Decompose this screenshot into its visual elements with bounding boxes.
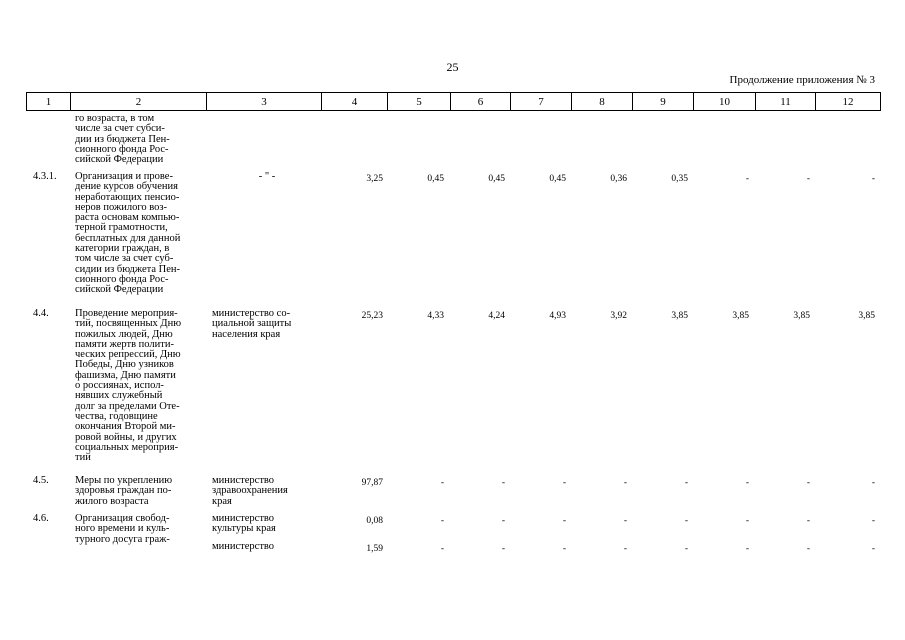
row-name-line: пожилых людей, Дню bbox=[75, 328, 173, 340]
column-header: 9 bbox=[633, 93, 694, 111]
row-name-line: окончания Второй ми- bbox=[75, 421, 176, 433]
row-executor-line: населения края bbox=[212, 328, 281, 340]
row-name-line: раста основам компью- bbox=[75, 212, 180, 224]
row-executor-line: министерство bbox=[212, 475, 275, 486]
row-name-line: неработающих пенсио- bbox=[75, 191, 180, 203]
row-executor-line: края bbox=[212, 495, 232, 507]
row-name-line: терной грамотности, bbox=[75, 222, 168, 234]
row-value: - bbox=[562, 478, 566, 488]
row-name-line: сийской Федерации bbox=[75, 284, 164, 296]
row-name-line: жилого возраста bbox=[75, 495, 149, 507]
row-value: - bbox=[806, 544, 810, 554]
column-header-table bbox=[26, 92, 881, 111]
row-name-line: турного досуга граж- bbox=[75, 533, 170, 545]
row-name bbox=[75, 172, 207, 296]
row-executor bbox=[212, 309, 291, 340]
row-name-line: том числе за счет суб- bbox=[75, 253, 174, 265]
row-name-line: здоровья граждан по- bbox=[75, 485, 172, 497]
row-name bbox=[75, 514, 207, 545]
row-executor bbox=[212, 476, 288, 507]
row-name-line: социальных мероприя- bbox=[75, 441, 179, 453]
row-value: - bbox=[562, 544, 566, 554]
row-name-line: ного времени и куль- bbox=[75, 523, 170, 535]
row-value: - bbox=[871, 478, 875, 488]
row-name-line: Организация свобод- bbox=[75, 513, 170, 524]
row-value: - bbox=[501, 544, 505, 554]
row-name-line: долг за пределами Оте- bbox=[75, 400, 180, 412]
row-name-line: Меры по укреплению bbox=[75, 475, 173, 486]
row-executor-line: министерство bbox=[212, 541, 275, 552]
row-executor-line: министерство со- bbox=[212, 308, 291, 319]
row-name-line: бесплатных для данной bbox=[75, 232, 181, 244]
row-name bbox=[75, 476, 207, 507]
row-value: 1,59 bbox=[366, 544, 383, 554]
row-number: 4.6. bbox=[33, 513, 49, 524]
row-number: 4.4. bbox=[33, 308, 49, 319]
column-header: 6 bbox=[451, 93, 511, 111]
row-executor-line: - " - bbox=[258, 171, 276, 182]
row-value: - bbox=[440, 478, 444, 488]
row-value: - bbox=[440, 516, 444, 526]
column-header: 1 bbox=[27, 93, 71, 111]
row-name-line: Победы, Дню узников bbox=[75, 359, 174, 371]
row-name-line: неров пожилого воз- bbox=[75, 201, 168, 213]
row-value: - bbox=[871, 516, 875, 526]
row-value: - bbox=[745, 174, 749, 184]
appendix-caption: Продолжение приложения № 3 bbox=[729, 74, 875, 86]
row-name-line: тий, посвященных Дню bbox=[75, 318, 182, 330]
row-executor-line: здравоохранения bbox=[212, 485, 288, 497]
row-name-line: тий bbox=[75, 452, 91, 464]
row-name-line: ческих репрессий, Дню bbox=[75, 349, 181, 361]
row-number: 4.5. bbox=[33, 475, 49, 486]
row-number: 4.3.1. bbox=[33, 171, 57, 182]
row-value: 0,45 bbox=[488, 174, 505, 184]
row-name-line: сидии из бюджета Пен- bbox=[75, 263, 181, 275]
row-value: - bbox=[623, 544, 627, 554]
row-name-line: сийской Федерации bbox=[75, 154, 164, 166]
row-value: - bbox=[440, 544, 444, 554]
row-value: 0,36 bbox=[610, 174, 627, 184]
row-value: - bbox=[623, 516, 627, 526]
row-value: - bbox=[745, 544, 749, 554]
row-name bbox=[75, 309, 207, 463]
column-header: 12 bbox=[816, 93, 881, 111]
row-value: - bbox=[806, 174, 810, 184]
row-name-line: чества, годовщине bbox=[75, 410, 158, 422]
row-value: 3,85 bbox=[858, 311, 875, 321]
row-value: 0,35 bbox=[671, 174, 688, 184]
column-header: 10 bbox=[694, 93, 756, 111]
row-value: 4,24 bbox=[488, 311, 505, 321]
page-number: 25 bbox=[446, 60, 459, 74]
row-value: - bbox=[684, 516, 688, 526]
row-value: 0,45 bbox=[427, 174, 444, 184]
row-value: - bbox=[501, 478, 505, 488]
row-executor-line: циальной защиты bbox=[212, 318, 292, 330]
column-header: 3 bbox=[207, 93, 322, 111]
column-header: 2 bbox=[71, 93, 207, 111]
row-name-line: сионного фонда Рос- bbox=[75, 143, 169, 155]
row-name-line: сионного фонда Рос- bbox=[75, 273, 169, 285]
row-name-line: Организация и прове- bbox=[75, 171, 173, 182]
row-value: - bbox=[745, 478, 749, 488]
row-name-line: дии из бюджета Пен- bbox=[75, 133, 170, 145]
row-value: 4,33 bbox=[427, 311, 444, 321]
row-executor bbox=[212, 172, 322, 182]
row-value: 3,85 bbox=[671, 311, 688, 321]
column-header: 4 bbox=[322, 93, 388, 111]
row-executor bbox=[212, 514, 276, 535]
row-name-line: дение курсов обучения bbox=[75, 181, 178, 193]
row-value: 25,23 bbox=[361, 311, 383, 321]
row-name-line: фашизма, Дню памяти bbox=[75, 369, 176, 381]
row-value: - bbox=[871, 174, 875, 184]
row-value: 3,85 bbox=[793, 311, 810, 321]
row-name-line: о россиянах, испол- bbox=[75, 380, 164, 392]
row-value: - bbox=[684, 478, 688, 488]
row-executor-line: культуры края bbox=[212, 523, 276, 535]
row-name-line: числе за счет субси- bbox=[75, 123, 165, 135]
row-executor bbox=[212, 542, 274, 552]
column-header: 8 bbox=[572, 93, 633, 111]
row-name-line: ровой войны, и других bbox=[75, 431, 177, 443]
row-value: 97,87 bbox=[361, 478, 383, 488]
column-header: 7 bbox=[511, 93, 572, 111]
row-value: - bbox=[745, 516, 749, 526]
row-value: - bbox=[871, 544, 875, 554]
row-name-line: категории граждан, в bbox=[75, 243, 170, 255]
row-value: 3,85 bbox=[732, 311, 749, 321]
row-value: 0,45 bbox=[549, 174, 566, 184]
row-value: - bbox=[806, 478, 810, 488]
row-name-line: памяти жертв полити- bbox=[75, 338, 174, 350]
row-value: - bbox=[562, 516, 566, 526]
row-value: 3,92 bbox=[610, 311, 627, 321]
row-value: 0,08 bbox=[366, 516, 383, 526]
row-value: - bbox=[684, 544, 688, 554]
column-header: 5 bbox=[388, 93, 451, 111]
row-name bbox=[75, 114, 207, 165]
row-value: - bbox=[623, 478, 627, 488]
column-header: 11 bbox=[756, 93, 816, 111]
row-name-line: нявших служебный bbox=[75, 390, 163, 402]
row-value: 4,93 bbox=[549, 311, 566, 321]
row-name-line: го возраста, в том bbox=[75, 113, 155, 124]
row-value: - bbox=[806, 516, 810, 526]
row-name-line: Проведение мероприя- bbox=[75, 308, 178, 319]
row-value: - bbox=[501, 516, 505, 526]
row-value: 3,25 bbox=[366, 174, 383, 184]
row-executor-line: министерство bbox=[212, 513, 275, 524]
